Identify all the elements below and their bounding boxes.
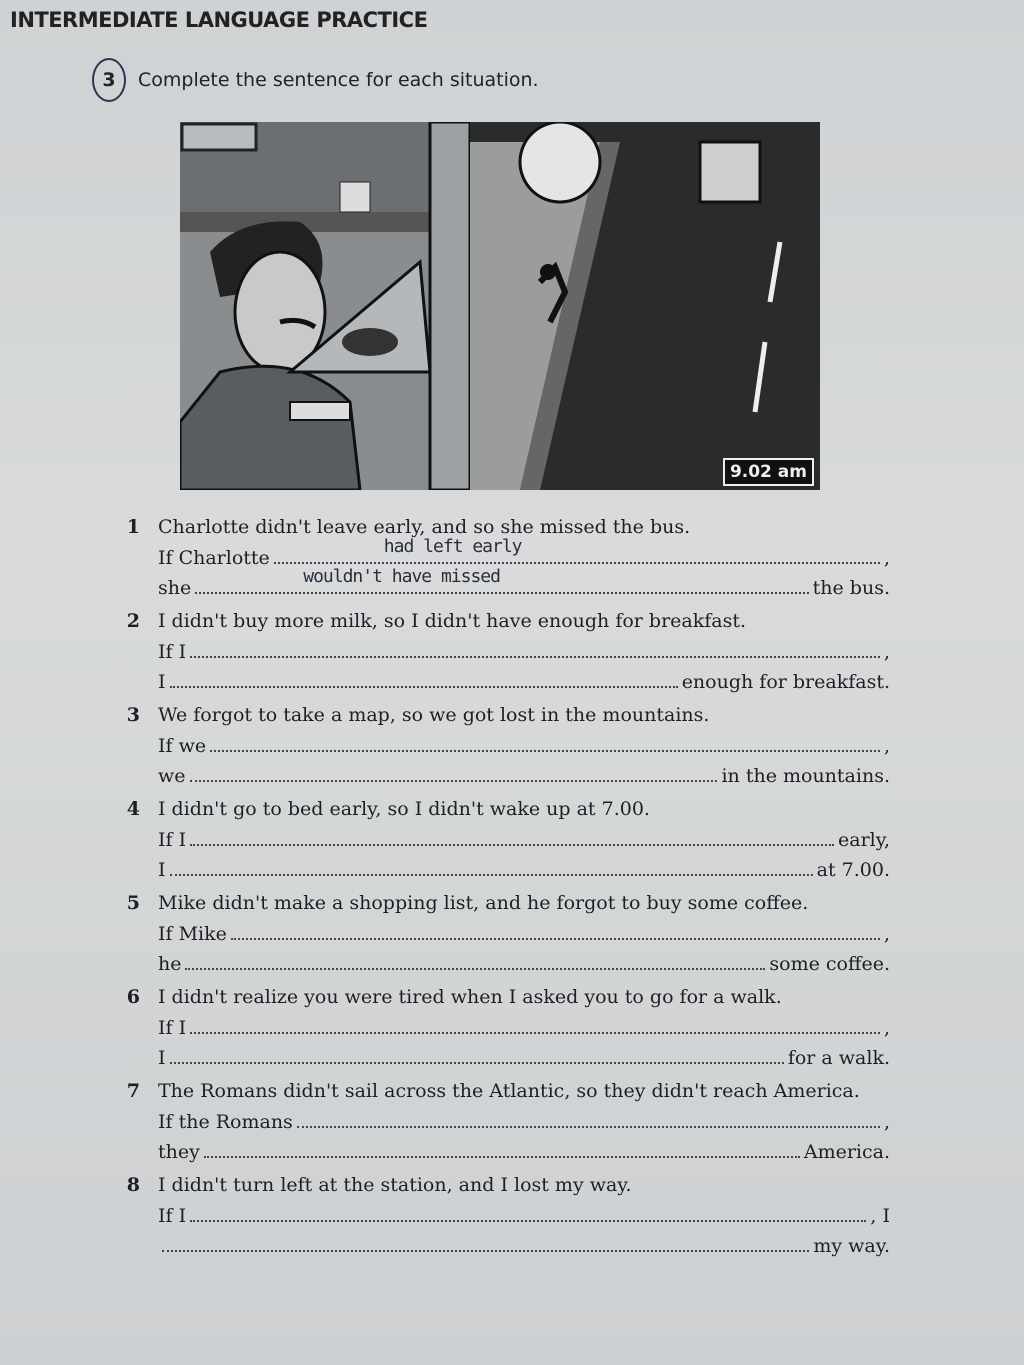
answer-field[interactable] — [185, 948, 765, 970]
answer-field[interactable] — [195, 566, 808, 594]
question-text: We forgot to take a map, so we got lost in the mountains. — [158, 704, 710, 726]
handwritten-answer: had left early — [383, 536, 522, 557]
answer-field[interactable] — [170, 854, 813, 876]
list-item: 8 I didn't turn left at the station, and I lost my way. If I , I my way. — [110, 1170, 890, 1260]
answer-field[interactable] — [204, 1136, 800, 1158]
question-text: I didn't go to bed early, so I didn't wake up at 7.00. — [158, 798, 650, 820]
list-item: 4 I didn't go to bed early, so I didn't wake up at 7.00. If I early, I at 7.00. — [110, 794, 890, 884]
handwritten-answer: wouldn't have missed — [303, 566, 500, 587]
answer-field[interactable] — [162, 1230, 809, 1252]
answer-field[interactable] — [190, 760, 718, 782]
exercise-number: 3 — [92, 58, 126, 102]
question-text: Charlotte didn't leave early, and so she missed the bus. — [158, 516, 691, 538]
answer-field[interactable] — [190, 824, 834, 846]
list-item: 1 Charlotte didn't leave early, and so she missed the bus. If Charlotte had left early , she wouldn't have missed the bus. — [110, 512, 890, 602]
answer-field[interactable] — [170, 1042, 784, 1064]
illustration — [180, 122, 820, 490]
question-text: I didn't buy more milk, so I didn't have enough for breakfast. — [158, 610, 747, 632]
question-text: I didn't realize you were tired when I asked you to go for a walk. — [158, 986, 782, 1008]
illustration-drawing — [180, 122, 820, 490]
answer-field[interactable] — [170, 666, 678, 688]
list-item: 7 The Romans didn't sail across the Atlantic, so they didn't reach America. If the Romans , they America. — [110, 1076, 890, 1166]
question-text: I didn't turn left at the station, and I lost my way. — [158, 1174, 632, 1196]
answer-field[interactable] — [274, 536, 880, 564]
answer-field[interactable] — [297, 1106, 880, 1128]
list-item: 2 I didn't buy more milk, so I didn't have enough for breakfast. If I , I enough for breakfast. — [110, 606, 890, 696]
answer-field[interactable] — [210, 730, 880, 752]
list-item: 3 We forgot to take a map, so we got lost in the mountains. If we , we in the mountains. — [110, 700, 890, 790]
instruction-text: Complete the sentence for each situation. — [138, 69, 539, 91]
question-text: The Romans didn't sail across the Atlantic, so they didn't reach America. — [158, 1080, 860, 1102]
list-item: 5 Mike didn't make a shopping list, and he forgot to buy some coffee. If Mike , he some coffee. — [110, 888, 890, 978]
answer-field[interactable] — [190, 636, 880, 658]
answer-field[interactable] — [231, 918, 880, 940]
section-header: INTERMEDIATE LANGUAGE PRACTICE — [10, 8, 428, 32]
list-item: 6 I didn't realize you were tired when I asked you to go for a walk. If I , I for a walk. — [110, 982, 890, 1072]
exercise-instruction — [92, 58, 539, 102]
answer-field[interactable] — [190, 1200, 866, 1222]
exercise-items — [110, 512, 890, 1264]
question-text: Mike didn't make a shopping list, and he forgot to buy some coffee. — [158, 892, 809, 914]
timestamp-label: 9.02 am — [723, 458, 814, 486]
answer-field[interactable] — [190, 1012, 880, 1034]
